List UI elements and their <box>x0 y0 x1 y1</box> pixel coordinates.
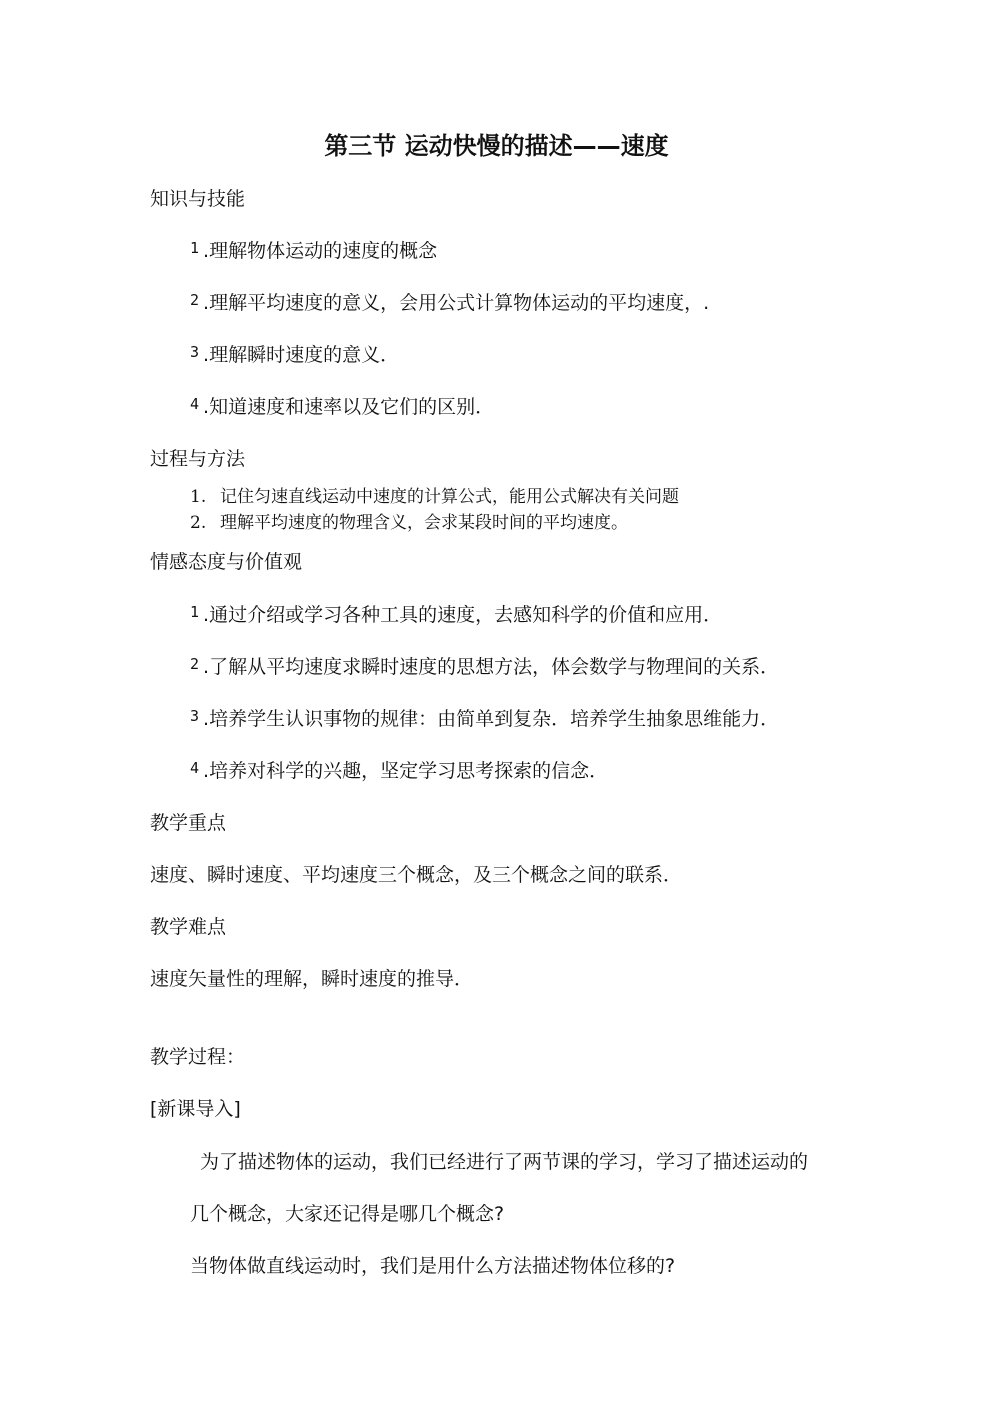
paragraph-line: 当物体做直线运动时，我们是用什么方法描述物体位移的? <box>190 1255 676 1277</box>
list-item-text: 记住匀速直线运动中速度的计算公式，能用公式解决有关问题 <box>220 487 679 507</box>
paragraph-line: 为了描述物体的运动，我们已经进行了两节课的学习，学习了描述运动的 <box>200 1151 809 1173</box>
list-item <box>190 655 779 680</box>
section-heading-process: 过程与方法 <box>150 448 246 470</box>
list-item-number: 3 <box>190 343 200 361</box>
list-item-number: 4 <box>190 395 200 413</box>
list-item-text: .理解瞬时速度的意义． <box>203 344 400 366</box>
list-item <box>190 707 779 732</box>
section-heading-key-point: 教学重点 <box>150 812 227 834</box>
difficulty-text: 速度矢量性的理解，瞬时速度的推导． <box>150 968 474 990</box>
list-item-text: .通过介绍或学习各种工具的速度，去感知科学的价值和应用． <box>203 604 723 626</box>
list-item-number: 1 <box>190 603 200 621</box>
section-heading-difficulty: 教学难点 <box>150 916 227 938</box>
list-item <box>190 603 722 628</box>
list-item-text: .理解物体运动的速度的概念 <box>203 240 438 262</box>
list-item-text: .知道速度和速率以及它们的区别． <box>203 396 495 418</box>
section-heading-teaching-process: 教学过程： <box>150 1046 246 1068</box>
list-item-number: 3 <box>190 707 200 725</box>
list-item-number: 2. <box>190 513 207 533</box>
list-item-number: 1 <box>190 239 200 257</box>
list-item-text: 理解平均速度的物理含义，会求某段时间的平均速度。 <box>220 513 628 533</box>
list-item-number: 1. <box>190 487 207 507</box>
list-item-number: 4 <box>190 759 200 777</box>
list-item <box>190 239 437 264</box>
list-item <box>190 759 608 784</box>
list-item-number: 2 <box>190 655 200 673</box>
list-item <box>190 511 628 535</box>
page-title: 第三节 运动快慢的描述——速度 <box>324 132 669 160</box>
list-item <box>190 291 709 316</box>
list-item <box>190 395 494 420</box>
intro-label: [新课导入] <box>150 1098 241 1120</box>
list-item-text: .培养对科学的兴趣，坚定学习思考探索的信念． <box>203 760 609 782</box>
list-item-number: 2 <box>190 291 200 309</box>
list-item-text: .培养学生认识事物的规律：由简单到复杂．培养学生抽象思维能力． <box>203 708 780 730</box>
list-item-text: .了解从平均速度求瞬时速度的思想方法，体会数学与物理间的关系． <box>203 656 780 678</box>
section-heading-emotion: 情感态度与价值观 <box>150 551 303 573</box>
section-heading-knowledge: 知识与技能 <box>150 188 246 210</box>
list-item <box>190 485 679 509</box>
key-point-text: 速度、瞬时速度、平均速度三个概念，及三个概念之间的联系． <box>150 864 683 886</box>
paragraph-line: 几个概念，大家还记得是哪几个概念? <box>190 1203 505 1225</box>
list-item <box>190 343 399 368</box>
list-item-text: .理解平均速度的意义，会用公式计算物体运动的平均速度，. <box>203 292 710 314</box>
